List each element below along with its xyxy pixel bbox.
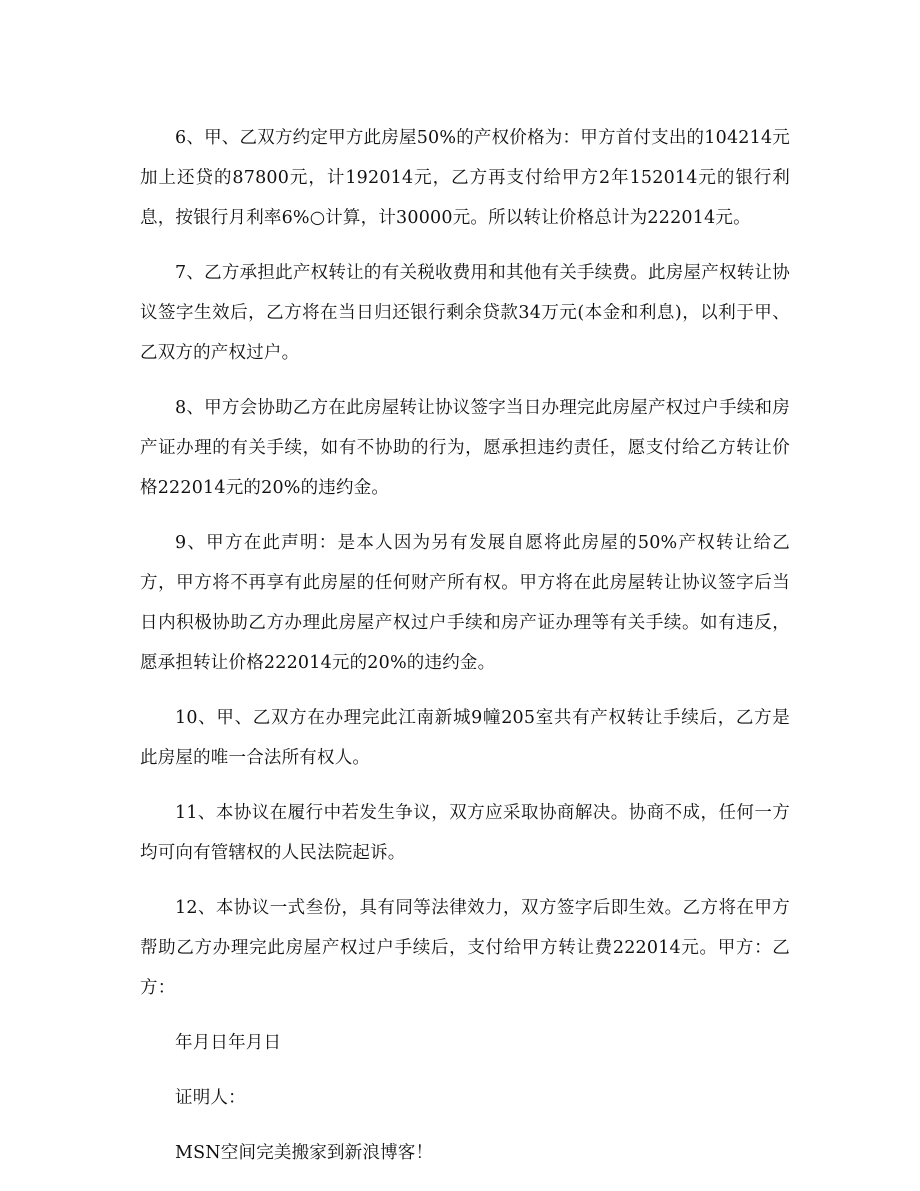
clause-7: 7、乙方承担此产权转让的有关税收费用和其他有关手续费。此房屋产权转让协议签字生效后，乙方将在当日归还银行剩余贷款34万元(本金和利息)，以利于甲、乙双方的产权过户。 [140,263,790,363]
clause-6: 6、甲、乙双方约定甲方此房屋50%的产权价格为：甲方首付支出的104214元加上还贷的87800元，计192014元，乙方再支付给甲方2年152014元的银行利息，按银行月利率6%○计算，计30000元。所以转让价格总计为222014元。 [140,128,790,228]
clause-11: 11、本协议在履行中若发生争议，双方应采取协商解决。协商不成，任何一方均可向有管辖权的人民法院起诉。 [140,803,790,863]
signature-dates: 年月日年月日 [175,1033,282,1053]
document-body [140,118,790,1188]
clause-9: 9、甲方在此声明：是本人因为另有发展自愿将此房屋的50%产权转让给乙方，甲方将不再享有此房屋的任何财产所有权。甲方将在此房屋转让协议签字后当日内积极协助乙方办理此房屋产权过户手续和房产证办理等有关手续。如有违反，愿承担转让价格222014元的20%的违约金。 [140,533,790,673]
clause-12: 12、本协议一式叁份，具有同等法律效力，双方签字后即生效。乙方将在甲方帮助乙方办理完此房屋产权过户手续后，支付给甲方转让费222014元。甲方：乙方： [140,898,790,998]
footer-note: MSN空间完美搬家到新浪博客！ [175,1143,434,1163]
clause-10: 10、甲、乙双方在办理完此江南新城9幢205室共有产权转让手续后，乙方是此房屋的唯一合法所有权人。 [140,708,790,768]
witness-line: 证明人： [175,1088,246,1108]
clause-8: 8、甲方会协助乙方在此房屋转让协议签字当日办理完此房屋产权过户手续和房产证办理的有关手续，如有不协助的行为，愿承担违约责任，愿支付给乙方转让价格222014元的20%的违约金。 [140,398,790,498]
